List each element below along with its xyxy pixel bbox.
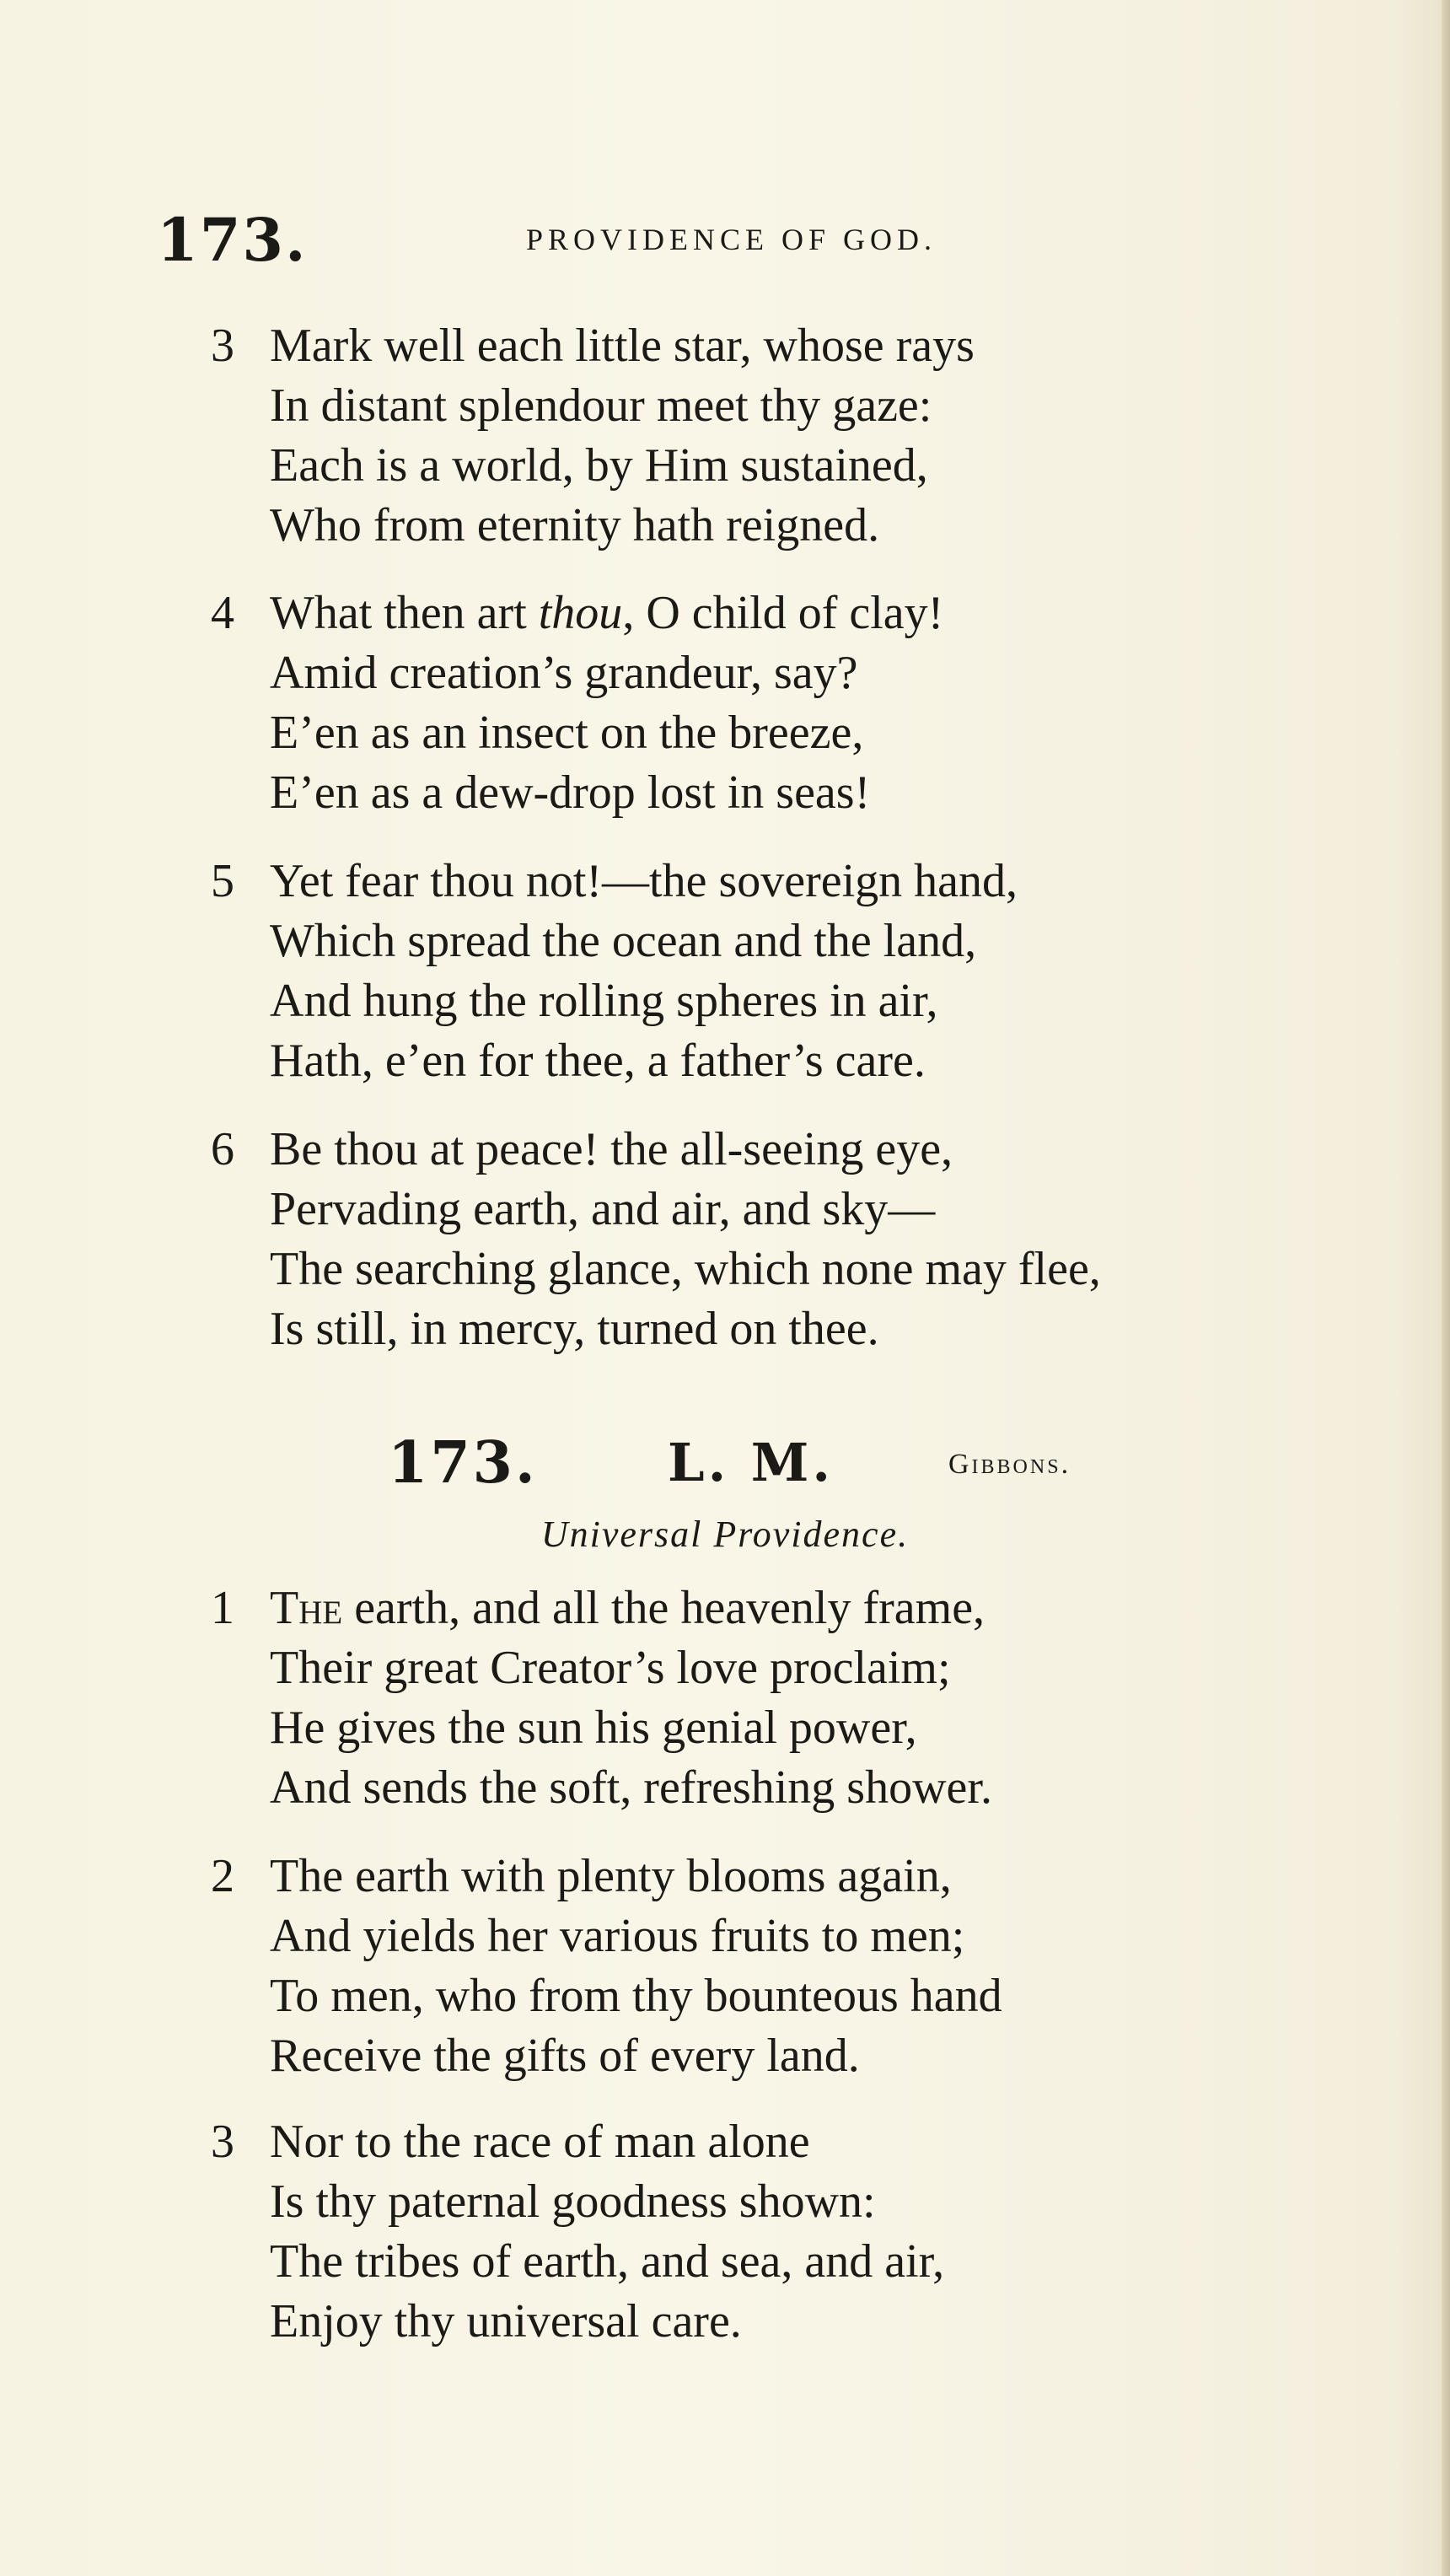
verse-line: And sends the soft, refreshing shower. — [270, 1761, 992, 1814]
verse-line: To men, who from thy bounteous hand — [270, 1970, 1002, 2022]
verse-line: Amid creation’s grandeur, say? — [270, 647, 858, 699]
hymn-meter: L. M. — [668, 1432, 834, 1493]
prev-verse-6 — [211, 1120, 1408, 1359]
verse-line: In distant splendour meet thy gaze: — [270, 379, 932, 432]
hymn-tune: Gibbons. — [948, 1449, 1071, 1480]
verse-line: Which spread the ocean and the land, — [270, 915, 977, 967]
verse-line: Enjoy thy universal care. — [270, 2295, 742, 2347]
verse-line: And hung the rolling spheres in air, — [270, 975, 938, 1027]
verse-line: Their great Creator’s love proclaim; — [270, 1642, 951, 1694]
running-title: PROVIDENCE OF GOD. — [526, 223, 937, 256]
verse-line: E’en as a dew-drop lost in seas! — [270, 766, 871, 819]
hymn-verse-1 — [211, 1578, 1408, 1818]
verse-line: Nor to the race of man alone — [270, 2116, 810, 2168]
verse-line: The earth with plenty blooms again, — [270, 1850, 952, 1902]
verse-line: He gives the sun his genial power, — [270, 1702, 917, 1754]
verse-line: Mark well each little star, whose rays — [270, 320, 975, 372]
page-number: 173. — [157, 205, 308, 275]
verse-line: Is still, in mercy, turned on thee. — [270, 1303, 879, 1355]
verse-line: And yields her various fruits to men; — [270, 1910, 965, 1962]
line-text: earth, and all the heavenly frame, — [342, 1582, 985, 1634]
verse-line — [270, 1578, 1408, 1638]
verse-line: Each is a world, by Him sustained, — [270, 439, 928, 492]
verse-number: 5 — [211, 855, 234, 907]
verse-number: 4 — [211, 587, 234, 639]
verse-line: Who from eternity hath reigned. — [270, 499, 880, 551]
verse-number: 6 — [211, 1123, 234, 1175]
verse-number: 3 — [211, 320, 234, 372]
first-word: The — [270, 1582, 343, 1634]
verse-line: The tribes of earth, and sea, and air, — [270, 2235, 945, 2288]
verse-line: E’en as an insect on the breeze, — [270, 707, 864, 759]
prev-verse-4 — [211, 583, 1408, 823]
page-header — [157, 207, 1337, 274]
verse-line — [270, 583, 1408, 643]
prev-verse-3 — [211, 316, 1408, 556]
verse-number: 2 — [211, 1850, 234, 1902]
page-edge — [1442, 0, 1450, 2576]
verse-line: Yet fear thou not!—the sovereign hand, — [270, 855, 1018, 907]
verse-line: Receive the gifts of every land. — [270, 2030, 860, 2082]
verse-line: Pervading earth, and air, and sky— — [270, 1183, 936, 1235]
line-text: , O child of clay! — [622, 587, 944, 639]
hymn-verse-2 — [211, 1847, 1408, 2086]
line-text: What then art — [270, 587, 539, 639]
verse-number: 3 — [211, 2116, 234, 2168]
verse-line: Is thy paternal goodness shown: — [270, 2175, 876, 2228]
hymn-verse-3 — [211, 2112, 1408, 2352]
verse-number: 1 — [211, 1582, 234, 1634]
hymn-heading — [388, 1425, 1231, 1501]
hymn-title: Universal Providence. — [540, 1514, 910, 1555]
verse-line: The searching glance, which none may flee, — [270, 1243, 1101, 1295]
hymn-number: 173. — [388, 1429, 538, 1497]
italic-word: thou — [538, 587, 623, 639]
verse-line: Be thou at peace! the all-seeing eye, — [270, 1123, 953, 1175]
verse-line: Hath, e’en for thee, a father’s care. — [270, 1035, 926, 1087]
prev-verse-5 — [211, 852, 1408, 1091]
